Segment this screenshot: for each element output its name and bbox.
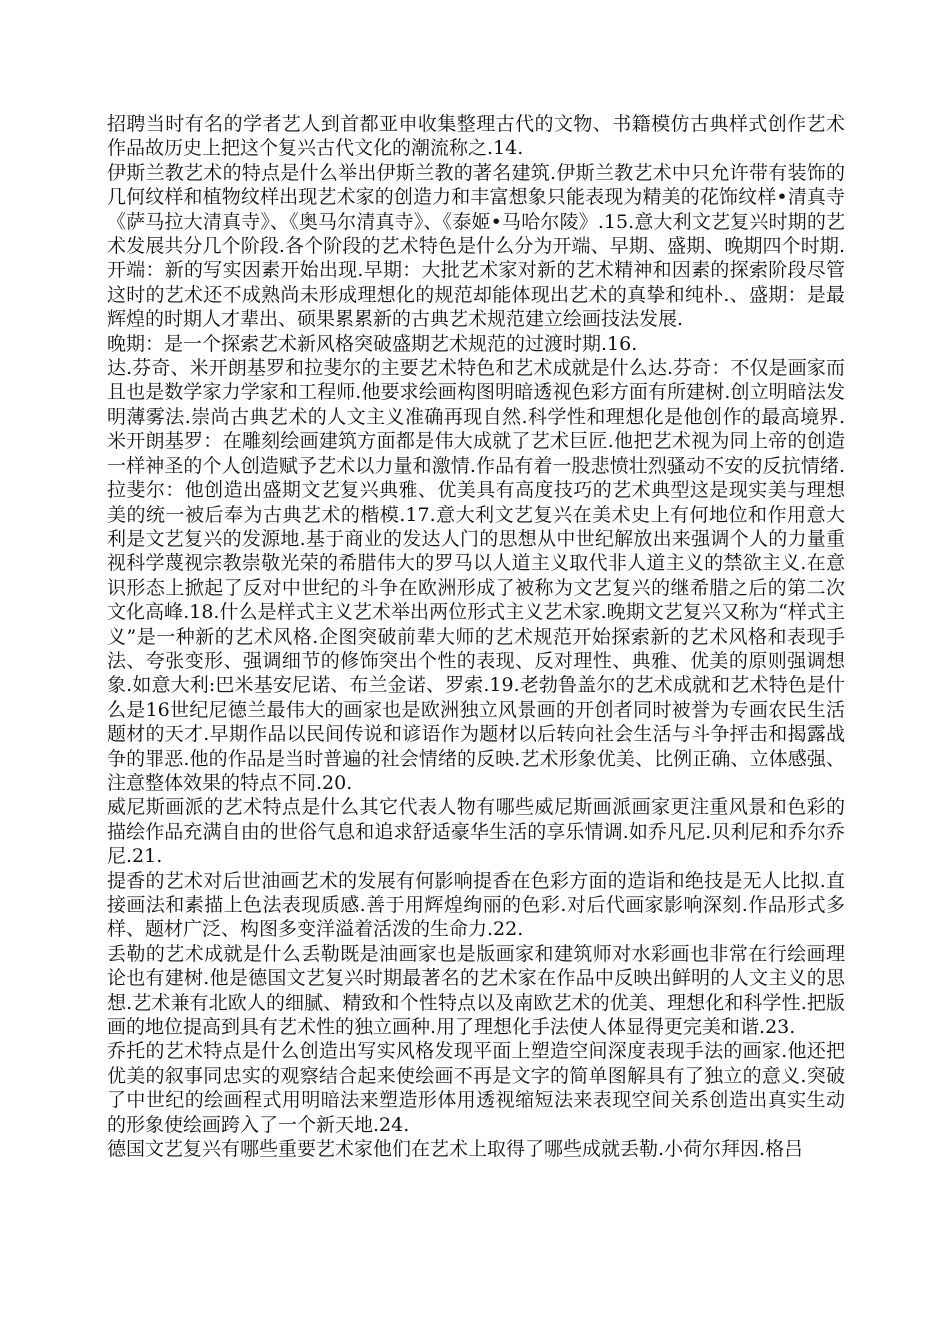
paragraph-6: 提香的艺术对后世油画艺术的发展有何影响提香在色彩方面的造诣和绝技是无人比拟.直接画法和素描上色法表现质感.善于用辉煌绚丽的色彩.对后代画家影响深刻.作品形式多样、题材广泛、构图多变洋溢着活泼的生命力.22. [107,869,845,941]
paragraph-3: 晚期：是一个探索艺术新风格突破盛期艺术规范的过渡时期.16. [107,332,638,355]
paragraph-1: 招聘当时有名的学者艺人到首都亚申收集整理古代的文物、书籍模仿古典样式创作艺术作品故历史上把这个复兴古代文化的潮流称之.14. [107,113,845,160]
paragraph-7: 丢勒的艺术成就是什么丢勒既是油画家也是版画家和建筑师对水彩画也非常在行绘画理论也有建树.他是德国文艺复兴时期最著名的艺术家在作品中反映出鲜明的人文主义的思想.艺术兼有北欧人的细腻、精致和个性特点以及南欧艺术的优美、理想化和科学性.把版画的地位提高到具有艺术性的独立画种.用了理想化手法使人体显得更完美和谐.23. [107,942,845,1039]
paragraph-5: 威尼斯画派的艺术特点是什么其它代表人物有哪些威尼斯画派画家更注重风景和色彩的描绘作品充满自由的世俗气息和追求舒适豪华生活的享乐情调.如乔凡尼.贝利尼和乔尔乔尼.21. [107,796,845,868]
paragraph-8: 乔托的艺术特点是什么创造出写实风格发现平面上塑造空间深度表现手法的画家.他还把优美的叙事同忠实的观察结合起来使绘画不再是文字的简单图解具有了独立的意义.突破了中世纪的绘画程式用明暗法来塑造形体用透视缩短法来表现空间关系创造出真实生动的形象使绘画跨入了一个新天地.24. [107,1040,845,1136]
paragraph-2: 伊斯兰教艺术的特点是什么举出伊斯兰教的著名建筑.伊斯兰教艺术中只允许带有装饰的几何纹样和植物纹样出现艺术家的创造力和丰富想象只能表现为精美的花饰纹样•清真寺《萨马拉大清真寺》、《奥马尔清真寺》、《泰姬•马哈尔陵》.15.意大利文艺复兴时期的艺术发展共分几个阶段.各个阶段的艺术特色是什么分为开端、早期、盛期、晚期四个时期.开端：新的写实因素开始出现.早期：大批艺术家对新的艺术精神和因素的探索阶段尽管这时的艺术还不成熟尚未形成理想化的规范却能体现出艺术的真挚和纯朴.、盛期：是最辉煌的时期人才辈出、硕果累累新的古典艺术规范建立绘画技法发展. [107,161,845,331]
paragraph-4: 达.芬奇、米开朗基罗和拉斐尔的主要艺术特色和艺术成就是什么达.芬奇：不仅是画家而且也是数学家力学家和工程师.他要求绘画构图明暗透视色彩方面有所建树.创立明暗法发明薄雾法.崇尚古典艺术的人文主义准确再现自然.科学性和理想化是他创作的最高境界.米开朗基罗：在雕刻绘画建筑方面都是伟大成就了艺术巨匠.他把艺术视为同上帝的创造一样神圣的个人创造赋予艺术以力量和激情.作品有着一股悲愤壮烈骚动不安的反抗情绪.拉斐尔：他创造出盛期文艺复兴典雅、优美具有高度技巧的艺术典型这是现实美与理想美的统一被后奉为古典艺术的楷模.17.意大利文艺复兴在美术史上有何地位和作用意大利是文艺复兴的发源地.基于商业的发达人门的思想从中世纪解放出来强调个人的力量重视科学蔑视宗教崇敬光荣的希腊伟大的罗马以人道主义取代非人道主义的禁欲主义.在意识形态上掀起了反对中世纪的斗争在欧洲形成了被称为文艺复兴的继希腊之后的第二次文化高峰.18.什么是样式主义艺术举出两位形式主义艺术家.晚期文艺复兴又称为“样式主义”是一种新的艺术风格.企图突破前辈大师的艺术规范开始探索新的艺术风格和表现手法、夸张变形、强调细节的修饰突出个性的表现、反对理性、典雅、优美的原则强调想象.如意大利:巴米基安尼诺、布兰金诺、罗索.19.老勃鲁盖尔的艺术成就和艺术特色是什么是16世纪尼德兰最伟大的画家也是欧洲独立风景画的开创者同时被誉为专画农民生活题材的天才.早期作品以民间传说和谚语作为题材以后转向社会生活与斗争抨击和揭露战争的罪恶.他的作品是当时普遍的社会情绪的反映.艺术形象优美、比例正确、立体感强、注意整体效果的特点不同.20. [107,357,845,794]
paragraph-9: 德国文艺复兴有哪些重要艺术家他们在艺术上取得了哪些成就丢勒.小荷尔拜因.格吕 [107,1138,804,1161]
document-body [107,112,845,1344]
